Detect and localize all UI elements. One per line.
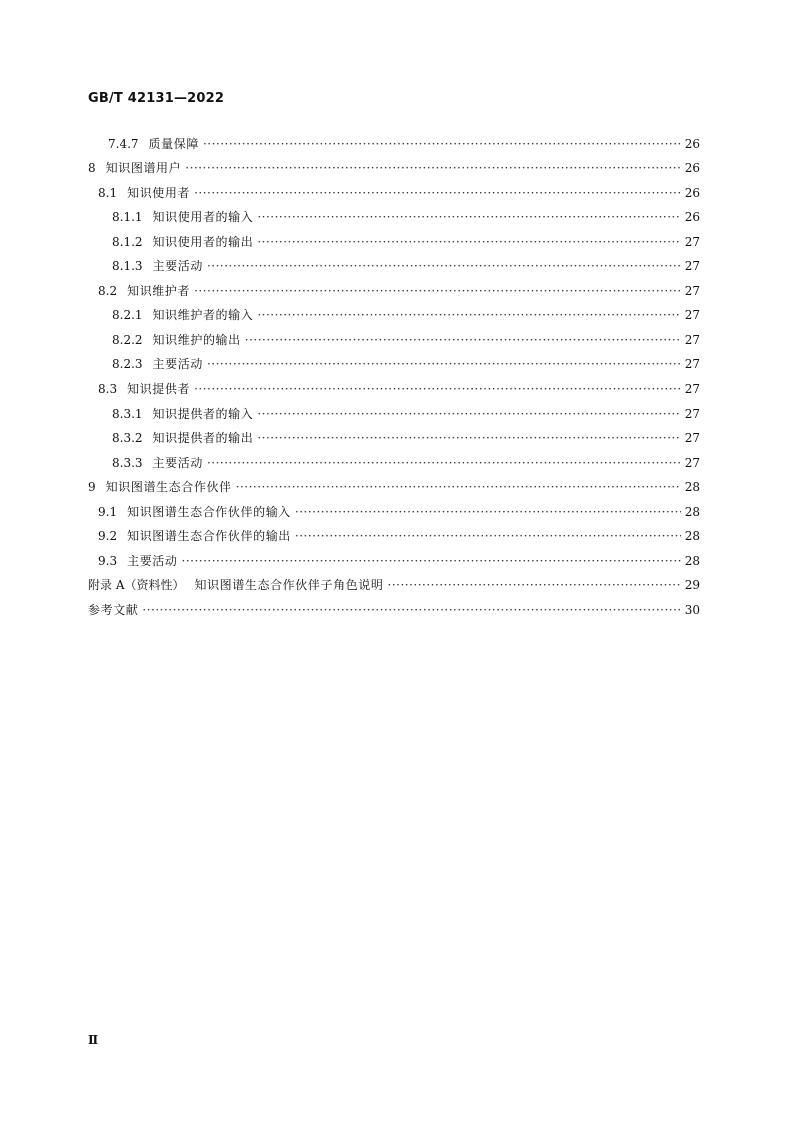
toc-leader	[295, 504, 681, 520]
toc-title: 知识维护者的输入	[152, 308, 254, 323]
toc-number: 8.2.2	[112, 332, 143, 347]
toc-title: 主要活动	[152, 357, 203, 372]
toc-entry-8-1-1[interactable]	[88, 201, 700, 226]
toc-title: 参考文献	[88, 602, 139, 617]
toc-entry-9-3[interactable]	[88, 544, 700, 569]
toc-number: 9.2	[98, 529, 118, 544]
table-of-contents	[88, 127, 700, 618]
toc-title: 知识图谱生态合作伙伴子角色说明	[194, 578, 384, 593]
standard-code: GB/T 42131—2022	[88, 91, 225, 106]
toc-title: 主要活动	[152, 455, 203, 470]
toc-leader	[257, 234, 680, 250]
toc-leader	[194, 185, 681, 201]
toc-leader	[203, 136, 681, 152]
toc-leader	[207, 356, 681, 372]
toc-page: 27	[684, 332, 700, 347]
toc-leader	[257, 430, 680, 446]
toc-page: 27	[684, 283, 700, 298]
page-number: Ⅱ	[88, 1033, 99, 1047]
toc-title: 知识提供者	[127, 382, 191, 397]
toc-page: 26	[684, 136, 700, 151]
toc-number: 8.2	[98, 283, 118, 298]
toc-page: 26	[684, 210, 700, 225]
toc-title: 知识图谱生态合作伙伴的输出	[127, 529, 291, 544]
toc-leader	[257, 209, 680, 225]
toc-number: 8.1.2	[112, 234, 143, 249]
toc-page: 28	[684, 553, 700, 568]
toc-leader	[295, 528, 681, 544]
toc-entry-8-2-2[interactable]	[88, 323, 700, 348]
toc-entry-9-2[interactable]	[88, 520, 700, 545]
toc-entry-8-2-1[interactable]	[88, 299, 700, 324]
toc-title: 知识提供者的输出	[152, 431, 254, 446]
toc-leader	[185, 160, 680, 176]
toc-page: 27	[684, 406, 700, 421]
toc-leader	[245, 332, 681, 348]
toc-page: 27	[684, 308, 700, 323]
toc-title: 知识使用者的输出	[152, 234, 254, 249]
toc-entry-8-3-2[interactable]	[88, 422, 700, 447]
toc-entry-references[interactable]	[88, 593, 700, 618]
toc-leader	[236, 479, 681, 495]
toc-number: 8.2.1	[112, 308, 143, 323]
toc-title: 知识使用者	[127, 185, 191, 200]
toc-entry-8-3-3[interactable]	[88, 446, 700, 471]
toc-title: 主要活动	[152, 259, 203, 274]
toc-title: 知识图谱生态合作伙伴	[105, 480, 232, 495]
toc-entry-appendix-a[interactable]	[88, 569, 700, 594]
toc-number: 7.4.7	[108, 136, 139, 151]
toc-leader	[257, 406, 680, 422]
toc-number: 8.2.3	[112, 357, 143, 372]
toc-page: 27	[684, 382, 700, 397]
toc-number: 9.3	[98, 553, 118, 568]
toc-entry-8-2[interactable]	[88, 274, 700, 299]
toc-title: 质量保障	[148, 136, 199, 151]
toc-title: 主要活动	[127, 553, 178, 568]
toc-entry-9-1[interactable]	[88, 495, 700, 520]
toc-number: 8.3.3	[112, 455, 143, 470]
toc-title: 知识使用者的输入	[152, 210, 254, 225]
toc-title: 知识提供者的输入	[152, 406, 254, 421]
toc-page: 28	[684, 504, 700, 519]
toc-number: 附录 A（资料性）	[88, 578, 185, 593]
toc-entry-7-4-7[interactable]	[88, 127, 700, 152]
toc-number: 8.3.1	[112, 406, 143, 421]
toc-title: 知识图谱生态合作伙伴的输入	[127, 504, 291, 519]
toc-page: 30	[684, 602, 700, 617]
toc-page: 26	[684, 161, 700, 176]
toc-page: 26	[684, 185, 700, 200]
toc-page: 27	[684, 431, 700, 446]
toc-leader	[194, 283, 681, 299]
toc-leader	[257, 307, 680, 323]
toc-number: 8.1	[98, 185, 118, 200]
toc-entry-8-3[interactable]	[88, 372, 700, 397]
toc-entry-9[interactable]	[88, 471, 700, 496]
toc-entry-8-1[interactable]	[88, 176, 700, 201]
toc-page: 27	[684, 234, 700, 249]
toc-page: 28	[684, 529, 700, 544]
toc-entry-8-1-2[interactable]	[88, 225, 700, 250]
toc-leader	[207, 258, 681, 274]
toc-number: 9	[88, 480, 96, 495]
toc-number: 8.3.2	[112, 431, 143, 446]
toc-title: 知识维护的输出	[152, 332, 241, 347]
toc-page: 28	[684, 480, 700, 495]
toc-entry-8-3-1[interactable]	[88, 397, 700, 422]
toc-title: 知识图谱用户	[105, 161, 182, 176]
toc-page: 27	[684, 259, 700, 274]
toc-page: 29	[684, 578, 700, 593]
toc-leader	[194, 381, 681, 397]
toc-title: 知识维护者	[127, 283, 191, 298]
toc-page: 27	[684, 455, 700, 470]
toc-entry-8-2-3[interactable]	[88, 348, 700, 373]
toc-number: 8.1.1	[112, 210, 143, 225]
toc-leader	[182, 553, 681, 569]
toc-number: 8.3	[98, 382, 118, 397]
toc-leader	[207, 455, 681, 471]
toc-leader	[388, 577, 681, 593]
toc-page: 27	[684, 357, 700, 372]
toc-leader	[142, 602, 680, 618]
toc-entry-8-1-3[interactable]	[88, 250, 700, 275]
toc-number: 8	[88, 161, 96, 176]
toc-number: 8.1.3	[112, 259, 143, 274]
toc-number: 9.1	[98, 504, 118, 519]
toc-entry-8[interactable]	[88, 152, 700, 177]
